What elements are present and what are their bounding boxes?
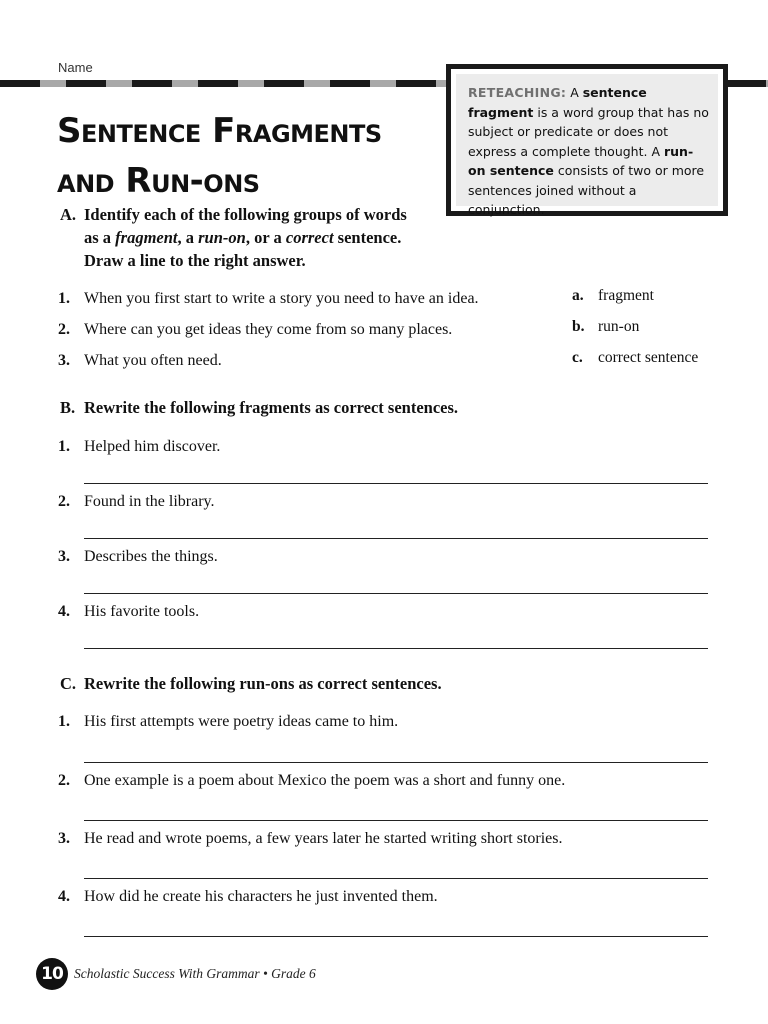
- section-c-instruction-text: Rewrite the following run-ons as correct sentences.: [84, 674, 442, 693]
- item-number: 4.: [58, 603, 70, 620]
- book-title: Scholastic Success With Grammar: [74, 966, 260, 981]
- section-a-item: [58, 351, 222, 371]
- reteaching-text-2: is a word group that has no subject or predicate or does not express a complete thought. A: [468, 104, 709, 159]
- reteaching-text: [456, 74, 718, 217]
- page-title: [57, 106, 382, 206]
- page-number-badge: 10: [36, 958, 68, 990]
- choice-fragment: [572, 286, 654, 306]
- answer-line[interactable]: [84, 878, 708, 879]
- section-c-item: [58, 712, 398, 732]
- item-number: 2.: [58, 321, 70, 338]
- section-a-instruction: [60, 203, 407, 272]
- choice-run-on: [572, 317, 639, 337]
- footer-text: [74, 966, 316, 982]
- section-a-instr-1: Identify each of the following groups of words: [84, 205, 407, 224]
- section-c-item: [58, 829, 563, 849]
- section-a-instr-2e: , or a: [245, 228, 286, 247]
- item-text: His first attempts were poetry ideas came to him.: [84, 713, 399, 730]
- section-c-letter: C.: [60, 674, 77, 693]
- section-c-item: [58, 771, 565, 791]
- footer-separator: •: [262, 966, 268, 981]
- section-a-instr-3: Draw a line to the right answer.: [84, 251, 306, 270]
- title-line-2: and Run-ons: [57, 161, 260, 201]
- section-a-instr-2b: fragment: [115, 228, 178, 247]
- section-b-instruction-text: Rewrite the following fragments as correct sentences.: [84, 398, 459, 417]
- item-text: Where can you get ideas they come from so many places.: [84, 321, 453, 338]
- answer-line[interactable]: [84, 483, 708, 484]
- section-a-item: [58, 289, 479, 309]
- term-run-on-sentence: run-on sentence: [468, 143, 694, 178]
- choice-text: correct sentence: [598, 349, 699, 366]
- item-text: One example is a poem about Mexico the poem was a short and funny one.: [84, 772, 566, 789]
- reteaching-tag: RETEACHING:: [468, 85, 567, 100]
- term-sentence-fragment: sentence fragment: [468, 85, 647, 120]
- item-text: How did he create his characters he just invented them.: [84, 888, 438, 905]
- item-text: His favorite tools.: [84, 603, 200, 620]
- section-b-item: [58, 437, 220, 457]
- section-b-item: [58, 547, 218, 567]
- item-text: Helped him discover.: [84, 438, 221, 455]
- item-number: 2.: [58, 493, 70, 510]
- item-number: 3.: [58, 548, 70, 565]
- section-a-instr-2g: sentence.: [333, 228, 402, 247]
- item-text: Found in the library.: [84, 493, 215, 510]
- answer-line[interactable]: [84, 593, 708, 594]
- item-text: When you first start to write a story you need to have an idea.: [84, 290, 479, 307]
- choice-correct-sentence: [572, 348, 698, 368]
- section-a-instr-2a: as a: [84, 228, 116, 247]
- section-b-instruction: [60, 396, 458, 419]
- item-number: 1.: [58, 713, 70, 730]
- section-a-letter: A.: [60, 205, 77, 224]
- section-a-instr-2d: run-on: [198, 228, 246, 247]
- grade-label: Grade 6: [271, 966, 316, 981]
- section-c-instruction: [60, 672, 442, 695]
- answer-line[interactable]: [84, 820, 708, 821]
- page-footer: [36, 958, 316, 990]
- item-text: He read and wrote poems, a few years later he started writing short stories.: [84, 830, 563, 847]
- section-b-item: [58, 602, 199, 622]
- reteaching-text-3: consists of two or more sentences joined without a conjunction.: [468, 163, 705, 217]
- choice-letter: a.: [572, 287, 584, 304]
- item-number: 1.: [58, 290, 70, 307]
- item-text: What you often need.: [84, 352, 222, 369]
- item-text: Describes the things.: [84, 548, 218, 565]
- answer-line[interactable]: [84, 538, 708, 539]
- item-number: 4.: [58, 888, 70, 905]
- title-line-1: Sentence Fragments: [57, 111, 382, 151]
- item-number: 2.: [58, 772, 70, 789]
- section-b-item: [58, 492, 215, 512]
- section-a-instr-2f: correct: [285, 228, 334, 247]
- section-c-item: [58, 887, 438, 907]
- item-number: 3.: [58, 830, 70, 847]
- answer-line[interactable]: [84, 936, 708, 937]
- choice-letter: c.: [572, 349, 583, 366]
- section-a-item: [58, 320, 452, 340]
- item-number: 1.: [58, 438, 70, 455]
- section-b-letter: B.: [60, 398, 76, 417]
- item-number: 3.: [58, 352, 70, 369]
- choice-text: fragment: [598, 287, 654, 304]
- section-a-instr-2c: , a: [177, 228, 199, 247]
- choice-text: run-on: [598, 318, 640, 335]
- reteaching-box: [446, 64, 728, 216]
- name-label: Name: [58, 60, 93, 75]
- answer-line[interactable]: [84, 648, 708, 649]
- reteaching-text-1: A: [566, 85, 583, 100]
- choice-letter: b.: [572, 318, 585, 335]
- answer-line[interactable]: [84, 762, 708, 763]
